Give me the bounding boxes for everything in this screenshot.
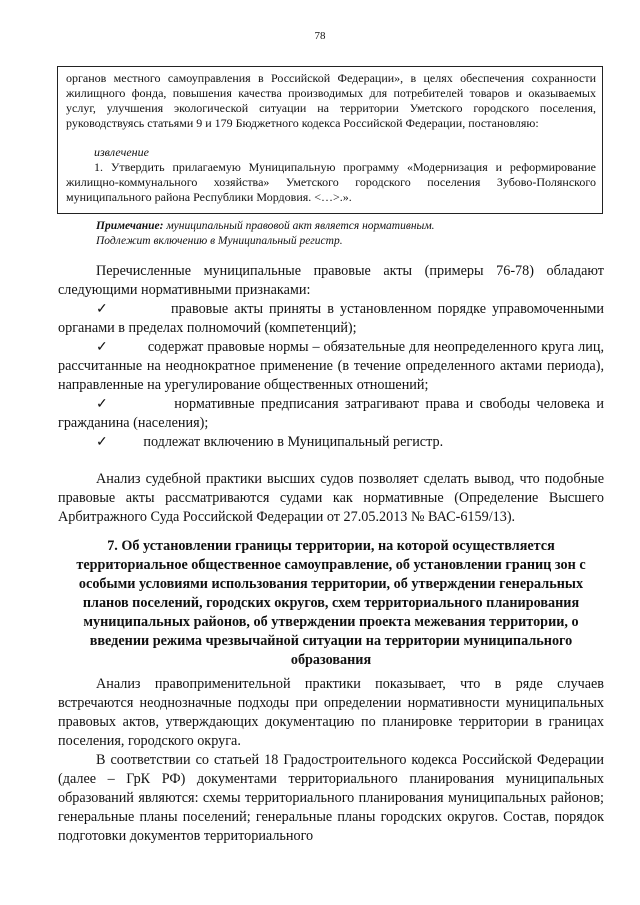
- check-item-3: [58, 395, 604, 433]
- check-item-2: [58, 338, 604, 395]
- section-a-conclusion: Анализ судебной практики высших судов позволяет сделать вывод, что подобные правовые акты рассматриваются судами как нормативные (Определение Высшего Арбитражного Суда Российской Федерации от 27.05.2013 № ВАС-6159/13).: [58, 471, 604, 525]
- check-icon: ✓: [96, 339, 109, 355]
- extract-label: извлечение: [94, 145, 149, 159]
- check-icon: ✓: [96, 301, 111, 317]
- check-item-1: [58, 300, 604, 338]
- check-item-text: правовые акты приняты в установленном порядке управомоченными органами в пределах полномочий (компетенций);: [58, 301, 605, 336]
- extract-body: 1. Утвердить прилагаемую Муниципальную программу «Модернизация и реформирование жилищно-коммунального хозяйства» Уметского городского поселения Зубово-Полянского муниципального района Республики Мордовия. <…>.».: [66, 160, 596, 204]
- section-b-paragraph-1: Анализ правоприменительной практики показывает, что в ряде случаев встречаются неоднозначные подходы при определении нормативности муниципальных правовых актов, утверждающих документацию по планировке территории в границах поселения, городского округа.: [58, 676, 604, 749]
- section-heading-text: 7. Об установлении границы территории, на которой осуществляется территориальное общественное самоуправление, об установлении границ зон с особыми условиями использования территории, об утверждении генеральных планов поселений, городских округов, схем территориального планирования муниципальных районов, об утверждении проекта межевания территории, о введении режима чрезвычайной ситуации на территории муниципального образования: [76, 538, 586, 668]
- quote-box: [57, 66, 603, 214]
- section-b-paragraph-2: В соответствии со статьей 18 Градостроительного кодекса Российской Федерации (далее – ГрК РФ) документами территориального планирования муниципальных образований являются: схемы территориального планирования муниципальных районов; генеральные планы поселений; генеральные планы городских округов. Состав, порядок подготовки документов территориального: [58, 752, 604, 844]
- section-b: [58, 675, 604, 846]
- check-item-text: подлежат включению в Муниципальный регистр.: [143, 434, 444, 450]
- note-label: Примечание:: [96, 220, 164, 232]
- note-text-1: муниципальный правовой акт является нормативным.: [163, 220, 435, 232]
- check-item-text: нормативные предписания затрагивают права и свободы человека и гражданина (населения);: [58, 396, 604, 431]
- check-item-text: содержат правовые нормы – обязательные для неопределенного круга лиц, рассчитанные на неоднократное применение (в течение определенного актами периода), направленные на урегулирование общественных отношений;: [58, 339, 604, 393]
- section-heading: [58, 537, 604, 670]
- section-a: [58, 262, 604, 527]
- check-item-4: [58, 433, 604, 452]
- page-number: 78: [314, 30, 326, 42]
- note-line-2: Подлежит включению в Муниципальный регистр.: [96, 235, 343, 247]
- quote-intro: органов местного самоуправления в Российской Федерации», в целях обеспечения сохранности жилищного фонда, повышения качества производимых для потребителей товаров и оказываемых услуг, улучшения экологической ситуации на территории Уметского городского поселения, руководствуясь статьями 9 и 179 Бюджетного кодекса Российской Федерации, постановляю:: [66, 71, 596, 130]
- section-a-intro: Перечисленные муниципальные правовые акты (примеры 76-78) обладают следующими нормативными признаками:: [58, 263, 604, 298]
- check-icon: ✓: [96, 396, 111, 412]
- note: [96, 219, 604, 249]
- note-line-1: [96, 219, 604, 234]
- check-icon: ✓: [96, 434, 108, 450]
